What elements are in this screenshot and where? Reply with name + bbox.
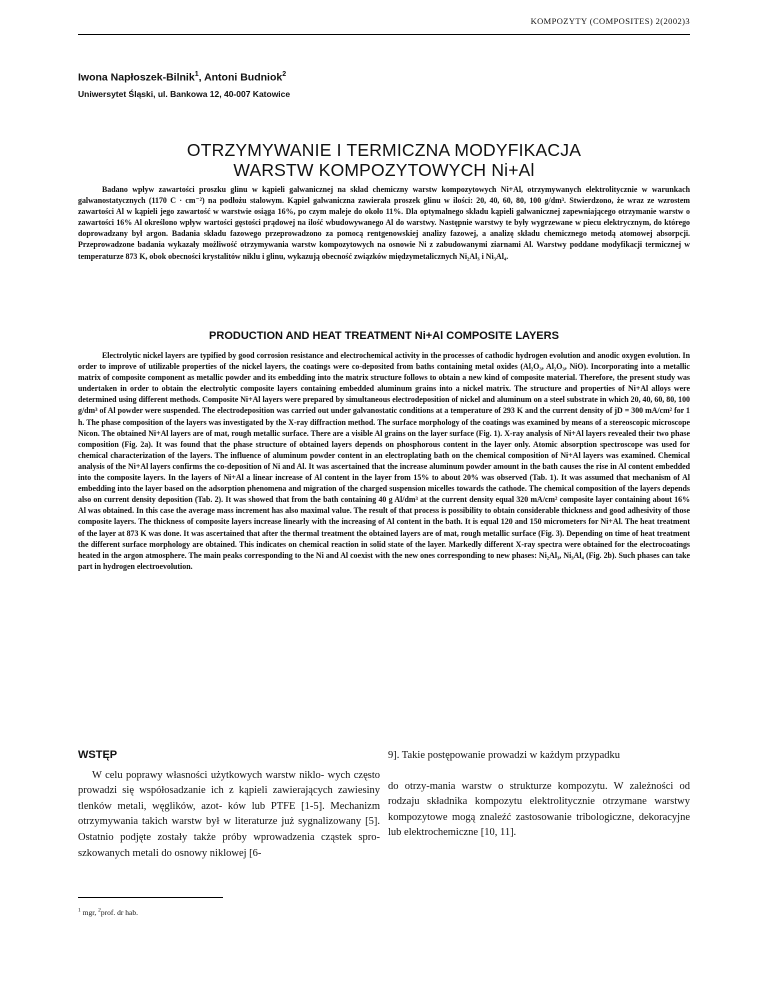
section-heading: WSTĘP xyxy=(78,749,118,761)
footnote-rule xyxy=(78,897,223,898)
author-name: Antoni Budniok xyxy=(204,71,283,84)
right-column xyxy=(388,748,690,841)
footnote-text: mgr, xyxy=(80,908,99,917)
footnote xyxy=(78,897,380,920)
author-mark: 1 xyxy=(194,71,199,78)
abstract-english xyxy=(78,350,690,572)
footnote-mark: 1 xyxy=(78,907,81,914)
footnote-mark: 2 xyxy=(98,907,101,914)
body-paragraph: do otrzy-mania warstw o strukturze kompozytu. W zależności od rodzaju składnika kompozytu elektrolitycznie otrzymane warstwy kompozytowe mogą znaleźć zastosowanie tribologiczne, dekoracyjne lub elektrochemiczne [10, 11]. xyxy=(388,780,690,839)
paper-title-polish xyxy=(78,140,690,180)
author-name: Iwona Napłoszek-Bilnik xyxy=(78,71,195,84)
body-paragraph: W celu poprawy własności użytkowych warstw niklo- wych często prowadzi się współosadzanie ich z kąpieli zawierających zawiesiny tlenków metali, węglików, azot- ków lub PTFE [1-5]. Mechanizm otrzymywania takich warstw był w literaturze już sygnalizowany [5]. Ostatnio podjęte zostały także próby wprowadzenia cząstek spro-szkowanych metali do osnowy niklowej [6- xyxy=(78,769,380,859)
journal-name: KOMPOZYTY (COMPOSITES) 2(2002)3 xyxy=(530,16,690,26)
title-line: OTRZYMYWANIE I TERMICZNA MODYFIKACJA xyxy=(186,140,582,160)
author-separator: , xyxy=(198,71,205,84)
footnote-text: prof. dr hab. xyxy=(100,908,138,917)
abstract-polish xyxy=(78,184,690,262)
authors xyxy=(78,71,286,84)
abstract-text: Electrolytic nickel layers are typified by good corrosion resistance and electrochemical activity in the processes of cathodic hydrogen evolution and anodic oxygen evolution. In order to improve of utilizable properties of the nickel layers, the coatings were co-deposited from baths containing metal oxides (Al₂O₃, Al₂O₃, NiO). Incorporating into a metallic matrix of composite component as metallic powder and its embedding into the matrix structure follows to obtain a new kind of composite material. Therefore, the present study was undertaken in order to obtain the electrolytic composite layers containing embedded aluminum grains into a nickel matrix. The structure and properties of Ni+Al alloys were determined using different methods. Composite Ni+Al layers were prepared by simultaneous electrodeposition of nickel and aluminum on a steel substrate in which 20, 40, 60, 80, 100 g/dm³ of Al powder were suspended. The electrodeposition was carried out under galvanostatic conditions at a temperature of 293 K and the current density of jD = 300 mA/cm² for 1 h. The phase composition of the layers was investigated by the X-ray diffraction method. The surface morphology of the coatings was examined by means of a stereoscopic microscope Nicon. The obtained Ni+Al layers are of mat, rough metallic surface. There are a visible Al grains on the layer surface (Fig. 1). X-ray analysis of Ni+Al layers revealed their two phase composition (Fig. 2a). It was found that the phase structure of obtained layers depends on phosphorous content in the layer only. Atomic absorption spectroscope was used for chemical characterization of the layers. The influence of aluminum powder content in an electroplating bath on the chemical composition of Ni+Al layers was examined. Chemical analysis of the Ni+Al layers confirms the co-deposition of Ni and Al. It was ascertained that the increase aluminum powder amount in the bath causes the rise in Al content embedded into the composite layers. In the layers of Ni+Al a linear increase of Al content in the layer from 15% to about 20% was observed (Tab. 1). It was assumed that mechanism of Al embedding into the layer based on the adsorption phenomena and migration of the charged suspension micelles towards the cathode. The chemical composition of the layers depends also on current density deposition (Tab. 2). It was showed that from the bath containing 40 g Al/dm³ at the current density equal 320 mA/cm² composite layer containing about 16% Al was obtained. In this case the average mass increment has also maximal value. The result of that process is possibility to obtain considerable thickness and good adhesivity of those composite layers. The thickness of composite layers increase linearly with the increasing of Al content in the bath. It is equal 120 and 150 micrometers for Ni+Al. The heat treatment of the layer at 873 K was done. It was ascertained that after the thermal treatment the obtained layers are of mat, rough metallic surface (Fig. 3). Depending on time of heat treatment the different surface morphology are obtained. This indicates on chemical reaction in solid state of the layer. Markedly different X-ray spectra were obtained for the electrocoatings heated in the argon atmosphere. The main peaks corresponding to the Ni and Al coexist with the new ones corresponding to new phases: Ni₂Al₃, Ni₃Al₄ (Fig. 2b). Such phases can take part in hydrogen electroevolution. xyxy=(78,351,691,571)
journal-header xyxy=(78,14,690,35)
paper-title-english: PRODUCTION AND HEAT TREATMENT Ni+Al COMPOSITE LAYERS xyxy=(209,330,559,342)
left-column xyxy=(78,748,380,861)
author-mark: 2 xyxy=(282,71,287,78)
body-paragraph: 9]. Takie postępowanie prowadzi w każdym przypadku xyxy=(388,750,621,761)
affiliation: Uniwersytet Śląski, ul. Bankowa 12, 40-007 Katowice xyxy=(78,89,291,99)
title-line: WARSTW KOMPOZYTOWYCH Ni+Al xyxy=(233,160,535,180)
abstract-text: Badano wpływ zawartości proszku glinu w kąpieli galwanicznej na skład chemiczny warstw kompozytowych Ni+Al, otrzymywanych elektrolitycznie w warunkach galwanostatycznych (1170 C · cm⁻²) na podłożu stalowym. Kąpiel galwaniczna zawierała proszek glinu w ilości: 20, 40, 60, 80, 100 g/dm³. Stwierdzono, że wraz ze wzrostem zawartości Al w kąpieli jego zawartość w warstwie osiąga 16%, po czym maleje do około 11%. Dla optymalnego składu kąpieli galwanicznej zapewniającego otrzymanie warstw o zawartości 16% Al określono wpływ wartości gęstości prądowej na ilość wbudowywanego Al do warstwy. Następnie warstwy te były wygrzewane w piecu elektrycznym, do którego doprowadzany był argon. Badania składu fazowego przeprowadzono za pomocą rentgenowskiej analizy fazowej, a analizę składu chemicznego metodą atomowej absorpcji. Przeprowadzone badania wykazały możliwość otrzymywania warstw kompozytowych na osnowie Ni z zabudowanymi ziarnami Al. Warstwy poddane modyfikacji termicznej w temperaturze 873 K, obok obecności krystalitów niklu i glinu, wykazują obecność związków międzymetalicznych Ni₂Al₃ i Ni₃Al₄. xyxy=(78,185,690,261)
